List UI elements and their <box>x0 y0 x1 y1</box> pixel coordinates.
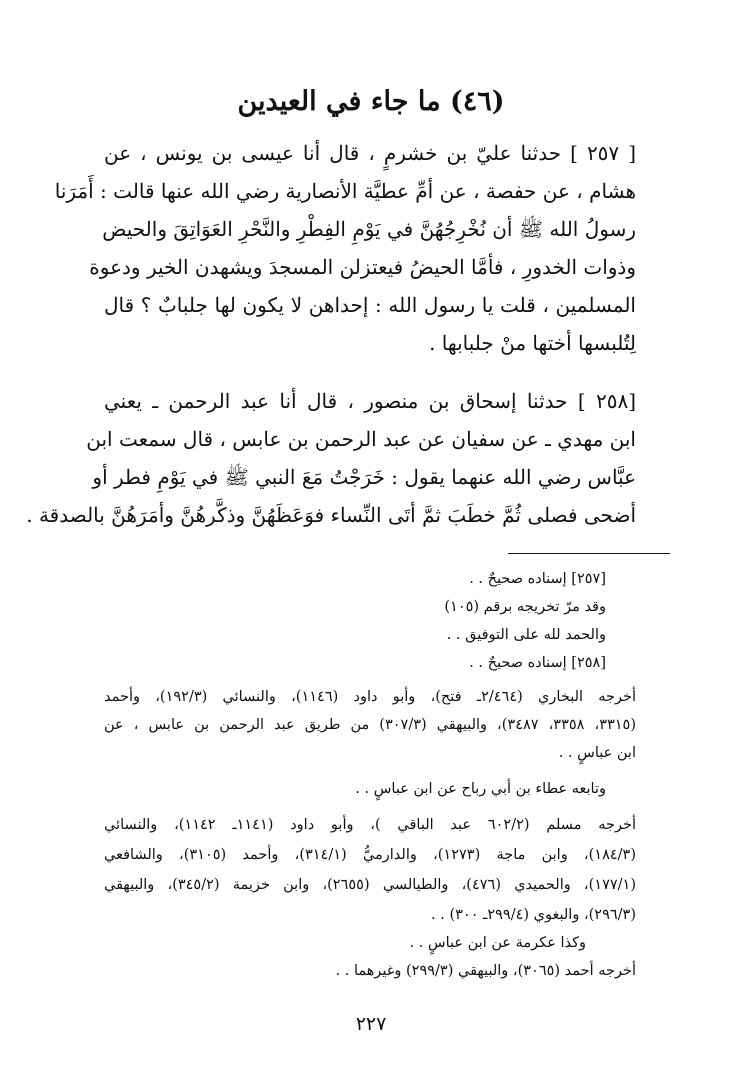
footnote-line: أخرجه أحمد (٣٠٦٥)، والبيهقي (٢٩٩/٣) وغيرهما . . <box>335 963 636 979</box>
footnote-line: (١٨٤/٣)، وابن ماجة (١٢٧٣)، والدارميُّ (٣١٤/١)، وأحمد (٣١٠٥)، والشافعي <box>104 847 636 863</box>
hadith-257-line: [ ٢٥٧ ] حدثنا عليّ بن خشرمٍ ، قال أنا عيسى بن يونس ، عن <box>104 141 636 165</box>
hadith-257-line: المسلمين ، قلت يا رسول الله : إحداهن لا يكون لها جلبابٌ ؟ قال <box>104 293 636 317</box>
page-number: ٢٢٧ <box>355 1013 387 1035</box>
footnote-line: (٣٣١٥، ٣٣٥٨، ٣٤٨٧)، والبيهقي (٣٠٧/٣) من طريق عبد الرحمن بن عابس ، عن <box>104 717 637 733</box>
footnote-line: والحمد لله على التوفيق . . <box>446 627 606 643</box>
footnote-line: أخرجه البخاري (٢/٤٦٤ـ فتح)، وأبو داود (١١٤٦)، والنسائي (١٩٢/٣)، وأحمد <box>104 689 637 705</box>
footnote-line: وتابعه عطاء بن أبي رباح عن ابن عباسٍ . . <box>355 781 606 797</box>
footnote-divider <box>508 553 670 554</box>
hadith-258-line: [٢٥٨ ] حدثنا إسحاق بن منصور ، قال أنا عبد الرحمن ـ يعني <box>104 389 636 413</box>
footnote-line: أخرجه مسلم (٦٠٢/٢ عبد الباقي )، وأبو داود (١١٤١ـ ١١٤٢)، والنسائي <box>104 817 636 833</box>
hadith-257-line: هشام ، عن حفصة ، عن أمِّ عطيَّة الأنصارية رضي الله عنها قالت : أَمَرَنا <box>54 179 636 203</box>
hadith-258-line: عبَّاس رضي الله عنهما يقول : خَرَجْتُ مَعَ النبي ﷺ في يَوْمِ فطر أو <box>92 465 636 489</box>
hadith-258-line: ابن مهدي ـ عن سفيان عن عبد الرحمن بن عابس ، قال سمعت ابن <box>86 427 636 451</box>
footnote-line: (٢٩٦/٣)، والبغوي (٢٩٩/٤ـ ٣٠٠) . . <box>431 907 636 923</box>
hadith-258-line: أضحى فصلى ثُمَّ خطَبَ ثمَّ أتَى النِّساء فوَعَظَهُنَّ وذكَّرهُنَّ وأمَرَهُنَّ بالصدقة . <box>26 503 636 527</box>
footnote-line: [٢٥٧] إسناده صحيحٌ . . <box>469 571 606 587</box>
chapter-heading: (٤٦) ما جاء في العيدين <box>237 86 505 117</box>
footnote-line: (١٧٧/١)، والحميدي (٤٧٦)، والطيالسي (٢٦٥٥)، وابن خزيمة (٣٤٥/٢)، والبيهقي <box>104 877 636 893</box>
hadith-257-line: رسولُ الله ﷺ أن نُخْرِجُهُنَّ في يَوْمِ الفِطْرِ والنَّحْرِ العَوَاتِقَ والحيض <box>102 217 636 241</box>
hadith-257-line: لِتُلبسها أختها منْ جلبابها . <box>429 331 636 355</box>
hadith-257-line: وذوات الخدورِ ، فأمَّا الحيضُ فيعتزلن المسجدَ ويشهدن الخير ودعوة <box>89 255 636 279</box>
footnote-line: وكذا عكرمة عن ابن عباسٍ . . <box>409 935 586 951</box>
footnote-line: ابن عباسٍ . . <box>558 745 636 761</box>
footnote-line: وقد مرّ تخريجه برقم (١٠٥) <box>444 599 606 615</box>
footnote-line: [٢٥٨] إسناده صحيحٌ . . <box>469 655 606 671</box>
